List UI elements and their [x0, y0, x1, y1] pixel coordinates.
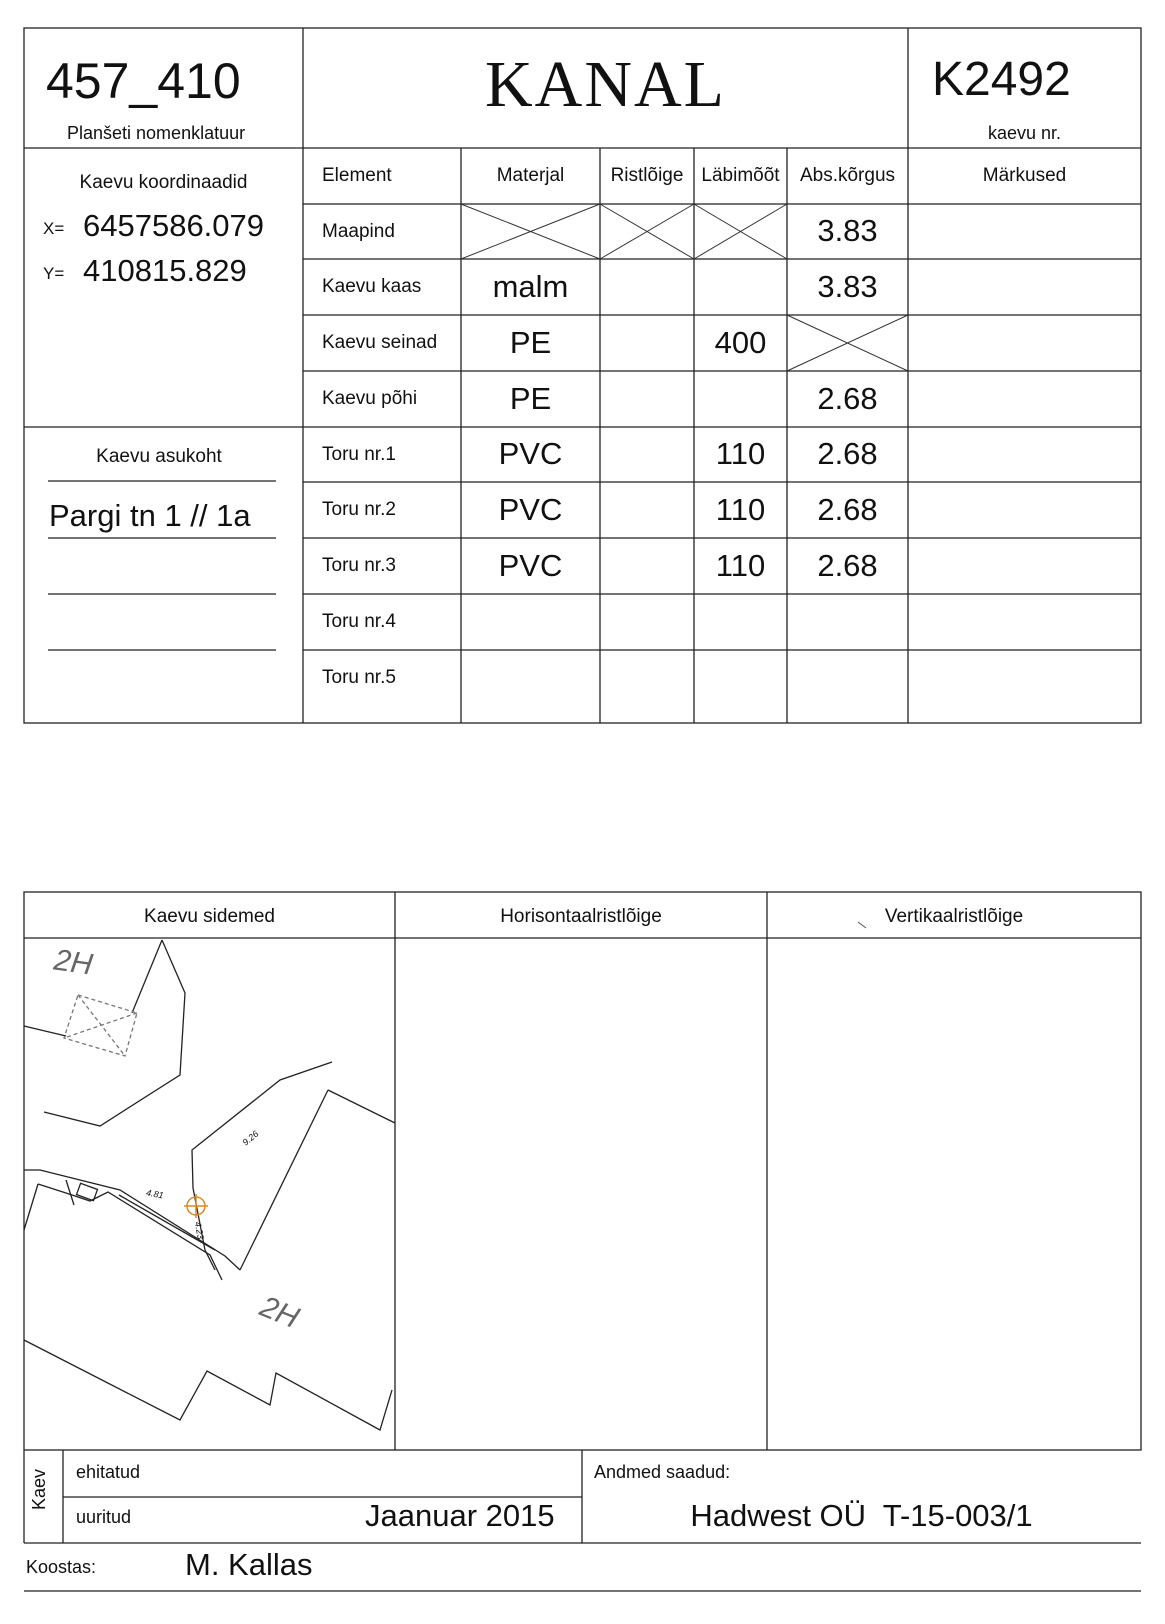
well-marker-icon: [184, 1194, 208, 1218]
surveyed-label: uuritud: [76, 1507, 132, 1527]
row-element-label: Toru nr.3: [322, 555, 396, 576]
location-address: Pargi tn 1 // 1a: [49, 498, 251, 533]
row-element-label: Kaevu põhi: [322, 388, 418, 409]
cell-labimoot: 110: [715, 492, 766, 527]
sketch-dim-926: 9.26: [240, 1128, 261, 1148]
compiled-by: M. Kallas: [185, 1547, 313, 1582]
sheet-label: Planšeti nomenklatuur: [67, 123, 246, 143]
col-header-markused: Märkused: [982, 165, 1067, 186]
cell-materjal: malm: [492, 269, 569, 304]
cell-materjal: PE: [509, 381, 552, 416]
cell-materjal: PVC: [498, 436, 563, 471]
footer-side-label: Kaev: [29, 1468, 49, 1510]
row-element-label: Toru nr.4: [322, 611, 396, 632]
sketch-label-2h-bottom: 2H: [255, 1290, 304, 1336]
cell-materjal: PVC: [498, 492, 563, 527]
panel-header-sidemed: Kaevu sidemed: [144, 906, 275, 927]
col-header-element: Element: [322, 165, 392, 186]
panel-header-horisontaal: Horisontaalristlõige: [500, 906, 662, 927]
cell-materjal: PVC: [498, 548, 563, 583]
x-prefix: X=: [43, 219, 65, 238]
cell-labimoot: 110: [715, 436, 766, 471]
cell-labimoot: 110: [715, 548, 766, 583]
sheet-number: 457_410: [46, 53, 241, 109]
location-label: Kaevu asukoht: [96, 446, 222, 467]
compiled-label: Koostas:: [26, 1557, 97, 1577]
row-element-label: Maapind: [322, 221, 395, 242]
data-source-value: Hadwest OÜ T-15-003/1: [690, 1498, 1033, 1533]
col-header-ristloige: Ristlõige: [610, 165, 684, 186]
cell-abs: 2.68: [817, 381, 878, 416]
panel-header-vertikaal: Vertikaalristlõige: [884, 906, 1024, 927]
row-element-label: Kaevu kaas: [322, 276, 422, 297]
cell-abs: 3.83: [817, 213, 878, 248]
site-sketch: [24, 940, 395, 1430]
surveyed-date: Jaanuar 2015: [365, 1498, 555, 1533]
well-number: K2492: [932, 53, 1071, 106]
row-element-label: Toru nr.5: [322, 667, 396, 688]
data-source-label: Andmed saadud:: [594, 1462, 731, 1482]
col-header-labimoot: Läbimõõt: [701, 165, 780, 186]
cell-abs: 2.68: [817, 492, 878, 527]
sketch-dim-423: 4.23: [192, 1220, 206, 1240]
cell-abs: 3.83: [817, 269, 878, 304]
coordinates-label: Kaevu koordinaadid: [79, 172, 248, 193]
cell-abs: 2.68: [817, 548, 878, 583]
x-coordinate: 6457586.079: [83, 208, 265, 243]
sketch-dim-481: 4.81: [145, 1187, 165, 1201]
document-title: KANAL: [485, 48, 726, 121]
y-prefix: Y=: [43, 264, 65, 283]
cell-labimoot: 400: [714, 325, 767, 360]
well-label: kaevu nr.: [987, 123, 1062, 143]
cell-abs: 2.68: [817, 436, 878, 471]
row-element-label: Toru nr.2: [322, 499, 396, 520]
y-coordinate: 410815.829: [83, 253, 247, 288]
built-label: ehitatud: [76, 1462, 141, 1482]
col-header-abs-korgus: Abs.kõrgus: [799, 165, 896, 186]
col-header-materjal: Materjal: [496, 165, 565, 186]
row-element-label: Toru nr.1: [322, 444, 396, 465]
row-element-label: Kaevu seinad: [322, 332, 438, 353]
cell-materjal: PE: [509, 325, 552, 360]
sketch-label-2h-top: 2H: [51, 943, 95, 982]
